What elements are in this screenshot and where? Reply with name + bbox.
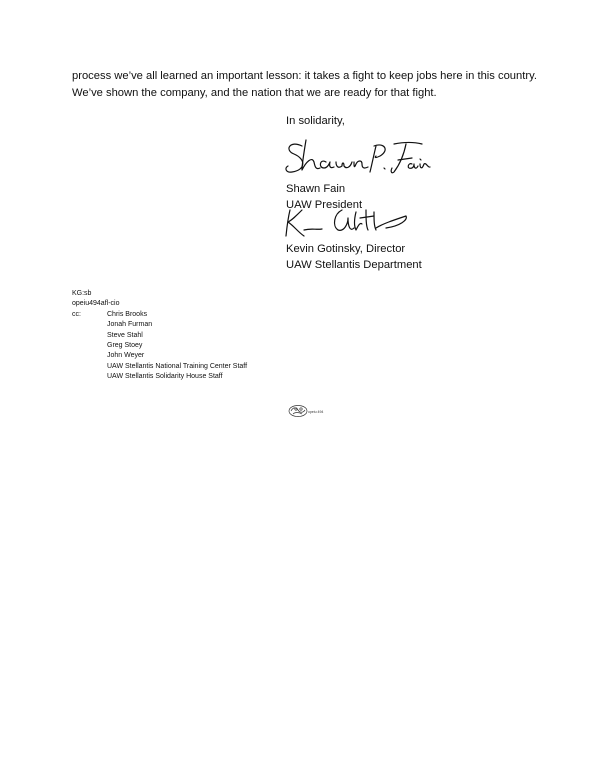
signature-shawn-fain	[280, 134, 430, 180]
signer2-name-title: Kevin Gotinsky, Director	[286, 243, 406, 255]
cc-item: UAW Stellantis National Training Center Staff	[107, 362, 248, 370]
signer1-name: Shawn Fain	[286, 183, 346, 195]
cc-list	[107, 310, 247, 383]
letter-body	[72, 68, 542, 102]
signature-kevin-gotinsky	[282, 204, 412, 242]
union-bug-text: opeiu 494	[308, 410, 324, 414]
cc-item: UAW Stellantis Solidarity House Staff	[107, 373, 223, 381]
cc-item: John Weyer	[107, 352, 145, 360]
union-code: opeiu494afl-cio	[72, 300, 120, 308]
body-line-1: process we’ve all learned an important lesson: it takes a fight to keep jobs here in this country.	[72, 70, 537, 82]
signer-block-kevin-gotinsky	[286, 241, 422, 273]
cc-block	[72, 310, 247, 383]
body-line-2: We’ve shown the company, and the nation that we are ready for that fight.	[72, 87, 437, 99]
cc-item: Steve Stahl	[107, 331, 143, 339]
cc-label: cc:	[72, 310, 81, 318]
signer2-department: UAW Stellantis Department	[286, 259, 422, 271]
cc-item: Greg Stoey	[107, 342, 143, 350]
union-bug-logo	[287, 404, 324, 423]
letter-footer	[72, 289, 247, 383]
cc-item: Jonah Furman	[107, 321, 153, 329]
closing: In solidarity,	[286, 115, 345, 127]
initials: KG:sb	[72, 290, 92, 297]
cc-item: Chris Brooks	[107, 310, 148, 318]
signer1-title: UAW President	[286, 199, 363, 211]
